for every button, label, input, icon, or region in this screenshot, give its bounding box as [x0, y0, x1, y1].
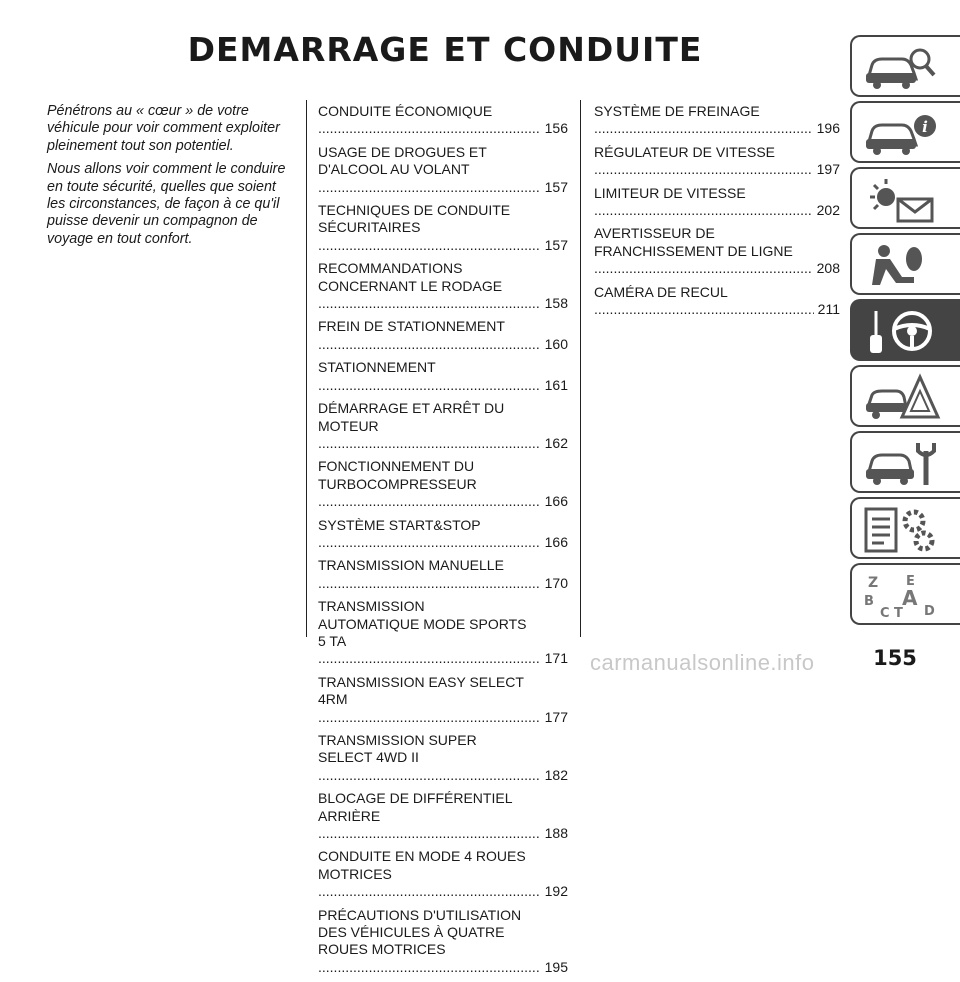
toc-entry-page: 157 — [544, 178, 568, 195]
toc-entry[interactable] — [318, 732, 568, 784]
column-divider — [580, 100, 581, 637]
car-maintenance-wrench-icon — [862, 439, 942, 489]
car-info-icon — [862, 109, 942, 159]
toc-entry[interactable] — [318, 202, 568, 254]
toc-entry-title: SYSTÈME START&STOP ..... — [318, 517, 541, 552]
toc-entry-title: FONCTIONNEMENT DU TURBOCOMPRESSEUR ..... — [318, 458, 541, 510]
page-title: DEMARRAGE ET CONDUITE — [187, 30, 703, 69]
toc-entry-title: FREIN DE STATIONNEMENT ..... — [318, 318, 541, 353]
toc-entry-title: SYSTÈME DE FREINAGE ..... — [594, 103, 813, 138]
toc-entry-page: 196 — [816, 120, 840, 137]
toc-entry-title: BLOCAGE DE DIFFÉRENTIEL ARRIÈRE ..... — [318, 790, 541, 842]
tab-knowing-vehicle[interactable] — [850, 35, 960, 97]
toc-entry[interactable] — [318, 557, 568, 592]
toc-entry[interactable] — [594, 225, 840, 277]
toc-entry-page: 170 — [544, 574, 568, 591]
toc-entry[interactable] — [318, 103, 568, 138]
watermark: carmanualsonline.info — [590, 650, 815, 675]
toc-entry-title: TRANSMISSION EASY SELECT 4RM ..... — [318, 674, 541, 726]
toc-entry-title: RECOMMANDATIONS CONCERNANT LE RODAGE ..... — [318, 260, 541, 312]
toc-entry-title: USAGE DE DROGUES ET D'ALCOOL AU VOLANT ..... — [318, 144, 541, 196]
toc-entry-page: 182 — [544, 766, 568, 783]
svg-text:D: D — [924, 604, 935, 619]
toc-entry-page: 158 — [544, 295, 568, 312]
toc-entry[interactable] — [318, 517, 568, 552]
seat-airbag-icon — [862, 241, 942, 291]
toc-entry-page: 192 — [544, 883, 568, 900]
car-search-icon — [862, 43, 942, 93]
toc-entry[interactable] — [594, 103, 840, 138]
toc-entry[interactable] — [318, 458, 568, 510]
svg-text:Z: Z — [868, 575, 879, 591]
alphabetical-index-icon — [862, 571, 942, 621]
svg-text:A: A — [902, 586, 918, 610]
toc-entry-title: TECHNIQUES DE CONDUITE SÉCURITAIRES ..... — [318, 202, 541, 254]
tab-technical-data[interactable] — [850, 497, 960, 559]
toc-entry-page: 156 — [544, 120, 568, 137]
dashboard-warning-light-icon — [862, 175, 942, 225]
toc-column-2 — [594, 103, 840, 324]
svg-text:C: C — [880, 606, 890, 621]
tab-safety[interactable] — [850, 233, 960, 295]
toc-entry-title: RÉGULATEUR DE VITESSE ..... — [594, 144, 813, 179]
toc-entry-page: 157 — [544, 236, 568, 253]
key-steering-wheel-icon — [862, 307, 942, 357]
toc-entry-title: AVERTISSEUR DE FRANCHISSEMENT DE LIGNE ..... — [594, 225, 813, 277]
toc-entry-page: 177 — [544, 708, 568, 725]
toc-entry-page: 166 — [544, 493, 568, 510]
toc-entry-page: 197 — [816, 161, 840, 178]
toc-entry-title: PRÉCAUTIONS D'UTILISATION DES VÉHICULES À QUATRE ROUES MOTRICES ..... — [318, 907, 541, 977]
toc-entry-page: 160 — [544, 335, 568, 352]
toc-entry[interactable] — [594, 185, 840, 220]
toc-entry[interactable] — [318, 790, 568, 842]
toc-entry[interactable] — [318, 848, 568, 900]
intro-paragraph: Pénétrons au « cœur » de votre véhicule pour voir comment exploiter pleinement tout son potentiel. — [47, 103, 280, 154]
svg-text:E: E — [906, 574, 915, 589]
toc-entry-title: CONDUITE ÉCONOMIQUE ..... — [318, 103, 541, 138]
tab-warning-lights[interactable] — [850, 167, 960, 229]
toc-entry-page: 166 — [544, 533, 568, 550]
toc-entry[interactable] — [318, 359, 568, 394]
tab-index[interactable] — [850, 563, 960, 625]
svg-text:T: T — [894, 606, 903, 621]
breakdown-warning-triangle-icon — [862, 373, 942, 423]
svg-text:i: i — [922, 118, 928, 136]
intro-text — [47, 103, 287, 254]
toc-entry-title: TRANSMISSION MANUELLE ..... — [318, 557, 541, 592]
tab-emergency[interactable] — [850, 365, 960, 427]
toc-entry-page: 161 — [544, 376, 568, 393]
tab-dashboard[interactable] — [850, 101, 960, 163]
toc-entry[interactable] — [318, 260, 568, 312]
toc-entry-page: 162 — [544, 434, 568, 451]
toc-entry-title: LIMITEUR DE VITESSE ..... — [594, 185, 813, 220]
toc-entry[interactable] — [318, 318, 568, 353]
toc-entry-title: TRANSMISSION SUPER SELECT 4WD II ..... — [318, 732, 541, 784]
toc-entry-title: STATIONNEMENT ..... — [318, 359, 541, 394]
toc-entry-page: 195 — [544, 958, 568, 975]
technical-data-gears-icon — [862, 505, 942, 555]
toc-entry[interactable] — [594, 284, 840, 319]
toc-entry-title: CAMÉRA DE RECUL ..... — [594, 284, 814, 319]
toc-entry-page: 202 — [816, 202, 840, 219]
toc-entry[interactable] — [318, 400, 568, 452]
toc-entry-page: 208 — [816, 260, 840, 277]
intro-paragraph: Nous allons voir comment le conduire en toute sécurité, quelles que soient les circonstances, de façon à ce qu'il puisse devenir un compagnon de voyage en tout confort. — [47, 161, 286, 247]
toc-entry-page: 188 — [544, 825, 568, 842]
column-divider — [306, 100, 307, 637]
toc-entry-title: DÉMARRAGE ET ARRÊT DU MOTEUR ..... — [318, 400, 541, 452]
toc-entry[interactable] — [318, 674, 568, 726]
tab-maintenance[interactable] — [850, 431, 960, 493]
toc-entry-page: 211 — [817, 301, 840, 318]
page-number: 155 — [873, 646, 917, 670]
toc-entry-title: TRANSMISSION AUTOMATIQUE MODE SPORTS 5 TA ..... — [318, 598, 541, 668]
toc-entry[interactable] — [594, 144, 840, 179]
toc-column-1 — [318, 103, 568, 982]
toc-entry[interactable] — [318, 907, 568, 977]
svg-text:B: B — [864, 594, 874, 609]
toc-entry[interactable] — [318, 144, 568, 196]
toc-entry-title: CONDUITE EN MODE 4 ROUES MOTRICES ..... — [318, 848, 541, 900]
toc-entry[interactable] — [318, 598, 568, 668]
tab-starting-driving[interactable] — [850, 299, 960, 361]
toc-entry-page: 171 — [544, 650, 568, 667]
